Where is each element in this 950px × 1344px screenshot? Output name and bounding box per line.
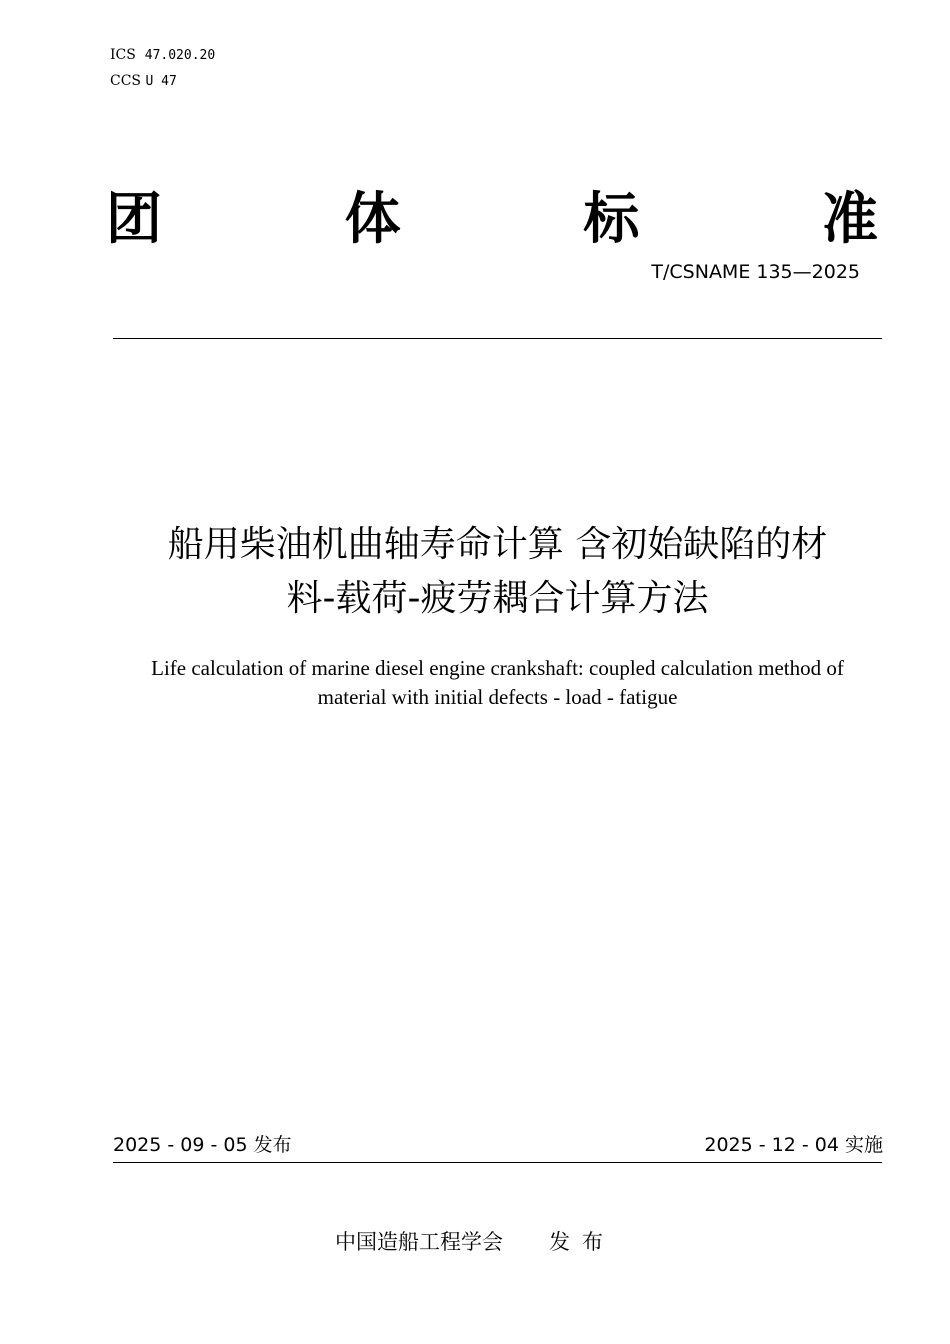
english-title-line-1: Life calculation of marine diesel engine crankshaft: coupled calculation method of xyxy=(151,656,844,680)
ics-code: 47.020.20 xyxy=(144,48,216,63)
publisher-line xyxy=(0,1228,950,1256)
publisher-name: 中国造船工程学会 xyxy=(335,1230,503,1254)
ics-label: ICS xyxy=(110,47,136,63)
publish-date: 2025 - 09 - 05 发布 xyxy=(113,1134,292,1156)
standard-type-char: 团 xyxy=(106,187,162,252)
chinese-title-line-1: 船用柴油机曲轴寿命计算 含初始缺陷的材 xyxy=(167,524,828,565)
ccs-code: U 47 xyxy=(145,74,177,89)
bottom-divider xyxy=(113,1162,882,1163)
ccs-line xyxy=(110,72,177,91)
english-title xyxy=(110,654,885,712)
standard-type-heading xyxy=(106,185,878,255)
top-divider xyxy=(113,338,882,339)
chinese-title-line-2: 料-载荷-疲劳耦合计算方法 xyxy=(286,578,709,619)
standard-type-char: 体 xyxy=(344,187,401,252)
publisher-action: 发布 xyxy=(549,1230,615,1254)
english-title-line-2: material with initial defects - load - fatigue xyxy=(317,685,678,709)
standard-type-char: 准 xyxy=(821,187,878,252)
standard-number: T/CSNAME 135—2025 xyxy=(651,261,860,283)
implement-date: 2025 - 12 - 04 实施 xyxy=(704,1134,883,1156)
ccs-label: CCS xyxy=(110,73,142,89)
standard-type-char: 标 xyxy=(583,187,640,252)
chinese-title xyxy=(90,518,905,626)
ics-line xyxy=(110,46,215,65)
